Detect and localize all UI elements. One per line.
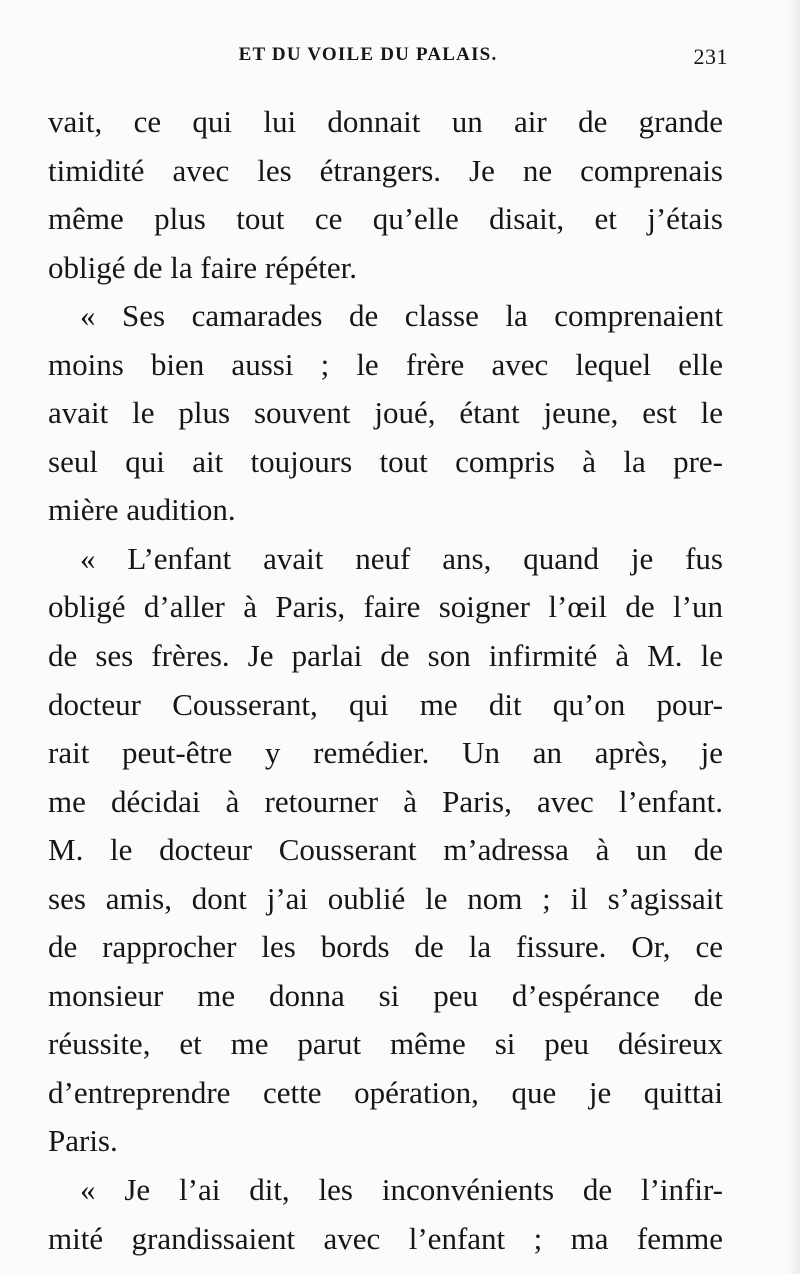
- text-line: rait peut-être y remédier. Un an après, je: [48, 735, 723, 771]
- text-line: vait, ce qui lui donnait un air de grande: [48, 104, 723, 139]
- text-line: Paris.: [48, 1123, 118, 1159]
- text-line: me décidai à retourner à Paris, avec l’enfant.: [48, 783, 723, 819]
- text-line: de ses frères. Je parlai de son infirmité à M. le: [48, 638, 723, 674]
- text-line: obligé de la faire répéter.: [48, 249, 357, 285]
- text-line: « Je l’ai dit, les inconvénients de l’infir-: [80, 1172, 723, 1208]
- text-line: avait le plus souvent joué, étant jeune, est le: [48, 395, 723, 431]
- text-line: M. le docteur Cousserant m’adressa à un de: [48, 832, 723, 868]
- text-line: obligé d’aller à Paris, faire soigner l’œil de l’un: [48, 589, 723, 625]
- text-line: même plus tout ce qu’elle disait, et j’étais: [48, 201, 723, 237]
- body-text: [48, 98, 723, 1263]
- running-title: ET DU VOILE DU PALAIS.: [238, 44, 498, 65]
- text-line: de rapprocher les bords de la fissure. Or, ce: [48, 929, 723, 965]
- page-edge-shadow: [786, 0, 800, 1274]
- text-line: d’entreprendre cette opération, que je quittai: [48, 1074, 723, 1110]
- text-line: docteur Cousserant, qui me dit qu’on pour-: [48, 686, 723, 722]
- text-line: mière audition.: [48, 492, 236, 528]
- text-line: monsieur me donna si peu d’espérance de: [48, 977, 723, 1013]
- text-line: timidité avec les étrangers. Je ne comprenais: [48, 152, 723, 188]
- text-line: réussite, et me parut même si peu désireux: [48, 1026, 723, 1062]
- text-line: ses amis, dont j’ai oublié le nom ; il s’agissait: [48, 880, 723, 916]
- text-line: mité grandissaient avec l’enfant ; ma femme: [48, 1220, 723, 1256]
- text-line: « L’enfant avait neuf ans, quand je fus: [80, 540, 723, 576]
- running-head: [48, 44, 728, 74]
- page-number: 231: [693, 44, 728, 69]
- text-line: moins bien aussi ; le frère avec lequel elle: [48, 346, 723, 382]
- text-line: « Ses camarades de classe la comprenaient: [80, 298, 723, 334]
- text-line: seul qui ait toujours tout compris à la pre-: [48, 443, 723, 479]
